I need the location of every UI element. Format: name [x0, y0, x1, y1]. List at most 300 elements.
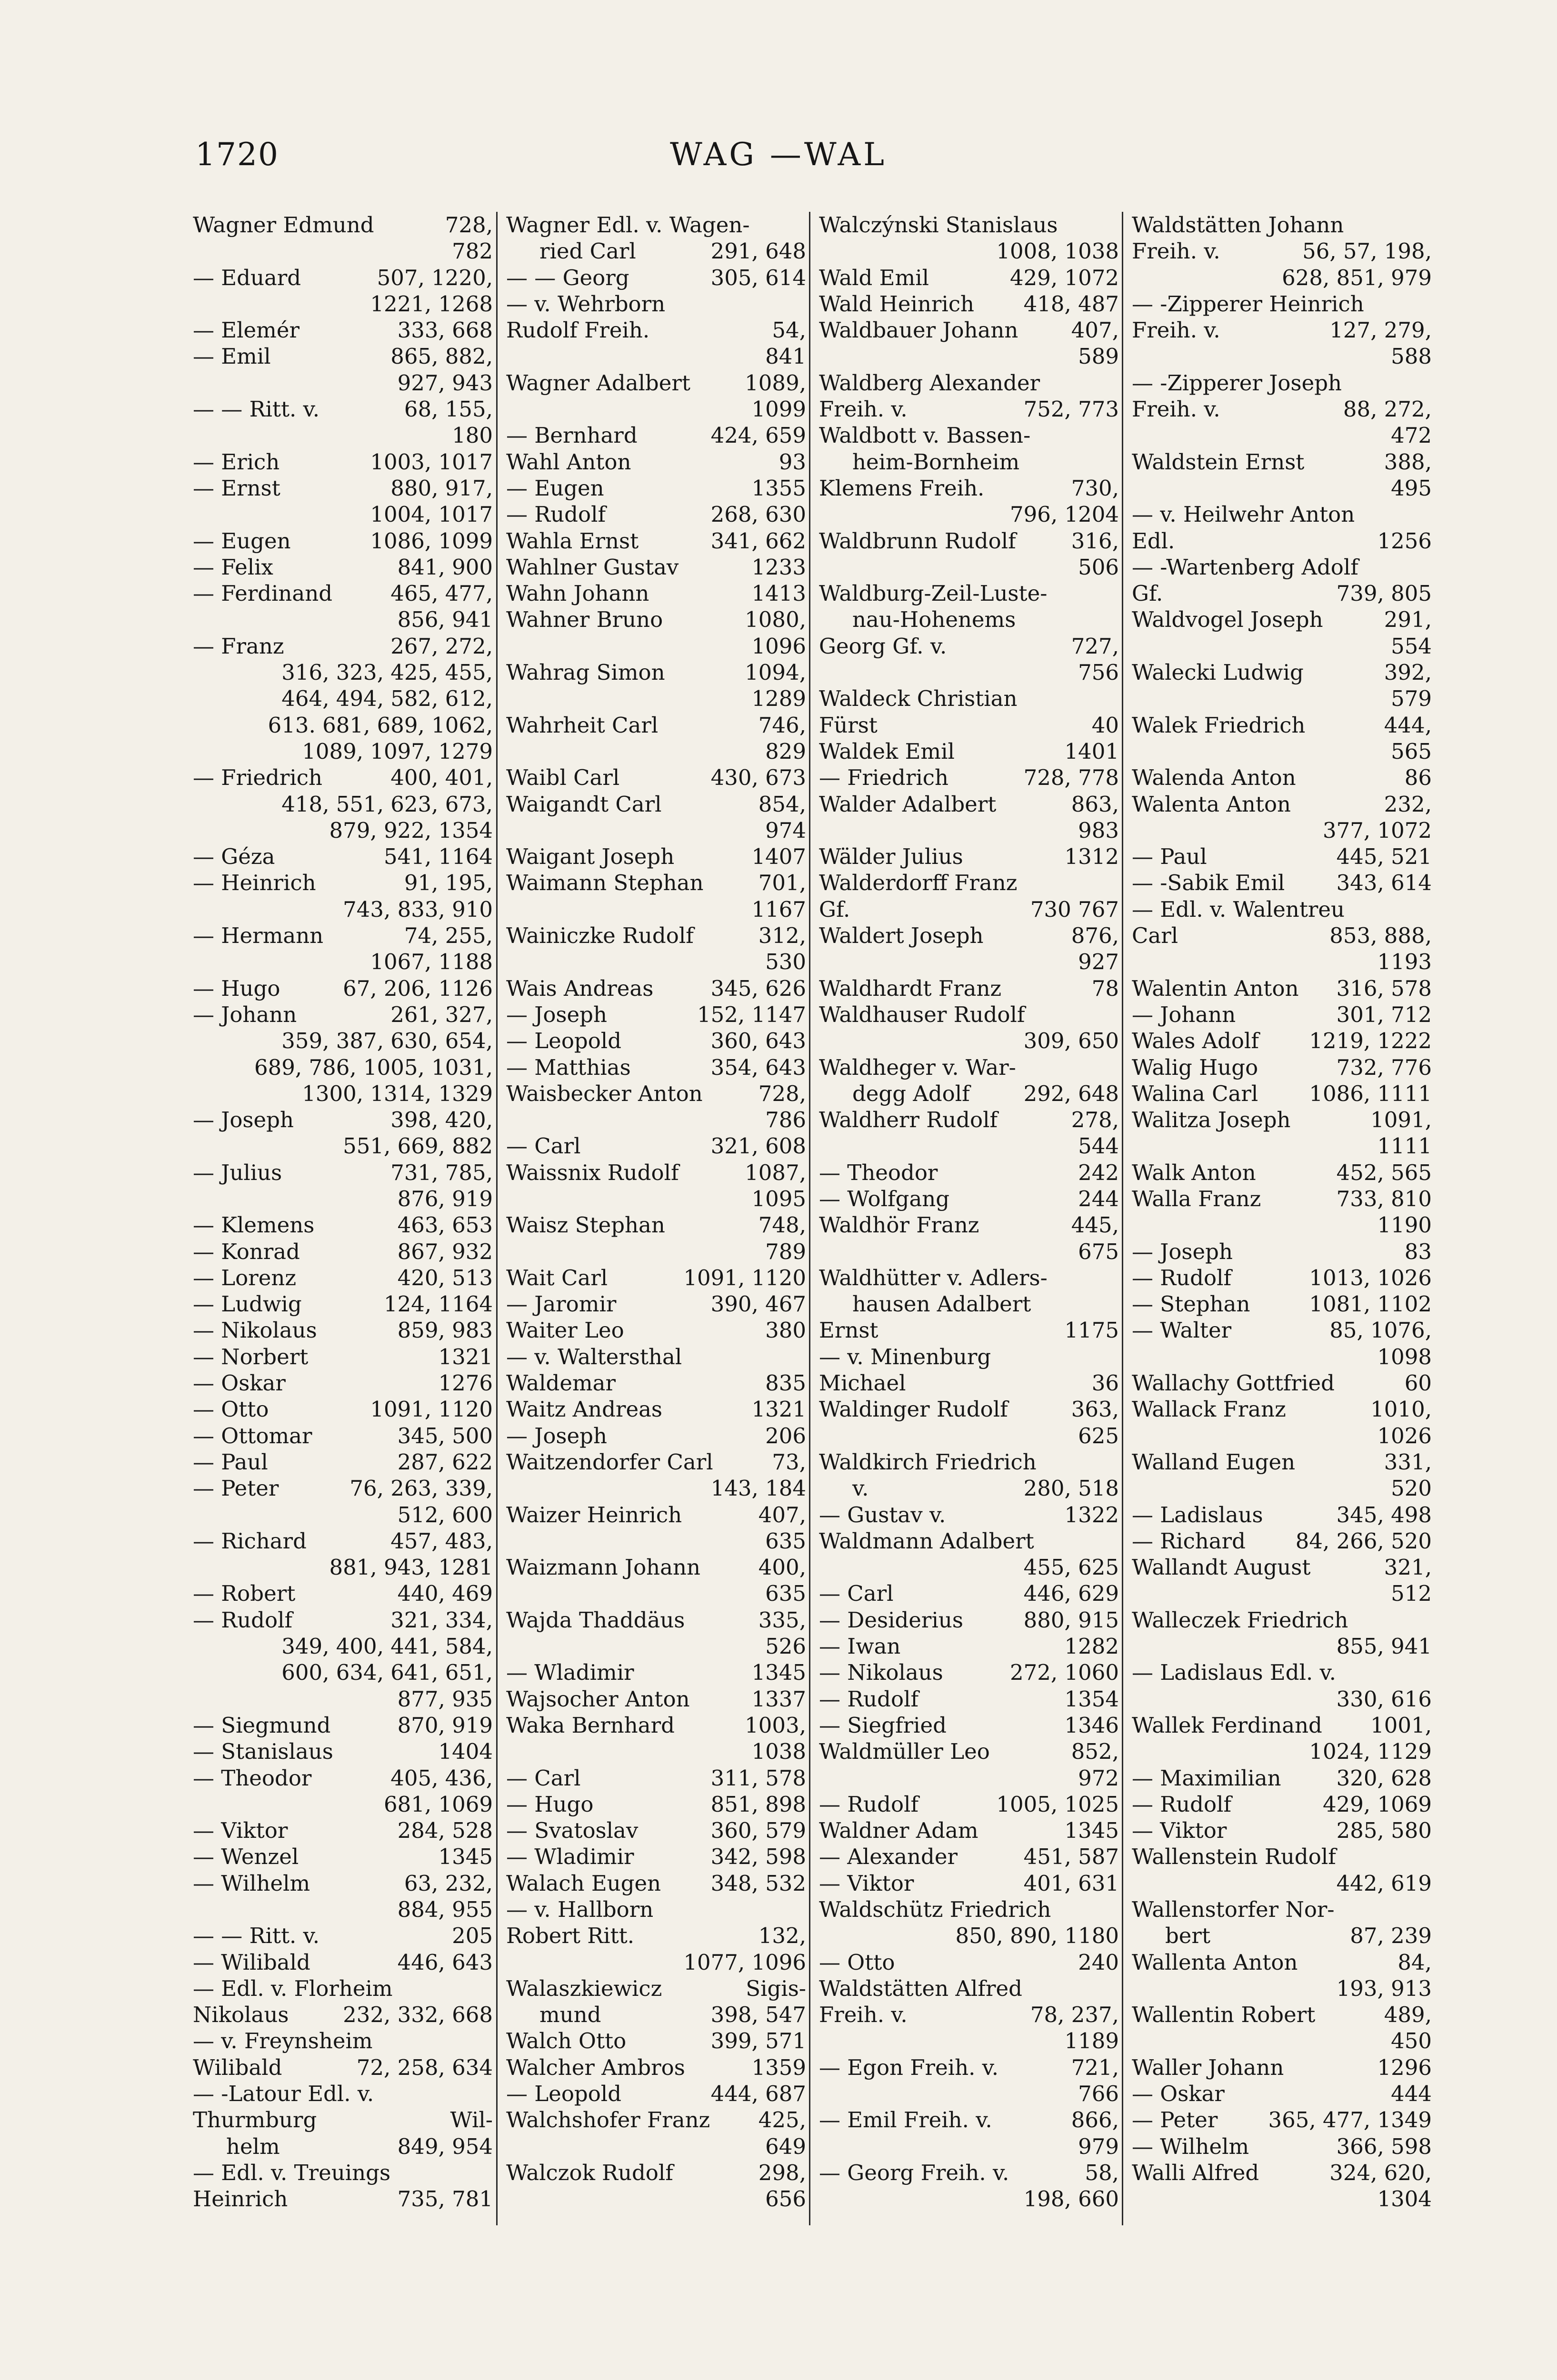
- page-number: 1720: [195, 136, 279, 173]
- index-line: 681, 1069: [383, 1791, 493, 1817]
- entry-pages: 292, 648: [1023, 1081, 1119, 1106]
- index-line: [819, 1738, 1119, 1765]
- entry-name: Walenda Anton: [1132, 765, 1296, 791]
- entry-pages: 360, 579: [710, 1818, 806, 1844]
- index-line: 512, 600: [397, 1502, 493, 1527]
- entry-name: — — Ritt. v.: [193, 1923, 320, 1949]
- entry-name: Waisbecker Anton: [506, 1081, 703, 1106]
- entry-name: — Konrad: [193, 1239, 300, 1264]
- entry-pages: 316,: [1071, 528, 1119, 554]
- index-line: [819, 2002, 1119, 2028]
- entry-pages: 1282: [1064, 1634, 1119, 1659]
- index-line: [193, 1291, 493, 1317]
- index-line: [193, 2107, 493, 2133]
- entry-pages: 311, 578: [710, 1765, 806, 1791]
- entry-pages: 1003,: [745, 1712, 806, 1738]
- entry-name: Thurmburg: [193, 2107, 317, 2133]
- index-line: 850, 890, 1180: [955, 1923, 1119, 1949]
- index-line: [1132, 712, 1432, 738]
- index-line: 600, 634, 641, 651,: [281, 1660, 493, 1686]
- entry-name: Waldvogel Joseph: [1132, 607, 1323, 633]
- index-line: [819, 1317, 1119, 1343]
- index-line: [506, 2107, 806, 2133]
- entry-pages: 876,: [1071, 923, 1119, 949]
- entry-name: Waitzendorfer Carl: [506, 1449, 713, 1475]
- entry-name: Waizmann Johann: [506, 1555, 700, 1580]
- entry-pages: 76, 263, 339,: [349, 1476, 493, 1501]
- entry-pages: 1312: [1064, 844, 1119, 870]
- entry-name: — Hugo: [506, 1791, 594, 1817]
- index-line: 450: [1391, 2028, 1432, 2054]
- index-line: [1132, 528, 1432, 554]
- index-line: — -Zipperer Joseph: [1132, 370, 1342, 396]
- entry-pages: 1321: [751, 1397, 806, 1422]
- entry-pages: 278,: [1071, 1107, 1119, 1133]
- entry-name: Walczok Rudolf: [506, 2160, 673, 2185]
- entry-name: — — Georg: [506, 265, 629, 290]
- index-line: 756: [1078, 660, 1119, 685]
- index-line: [1132, 1791, 1432, 1817]
- entry-pages: 400, 401,: [390, 765, 493, 791]
- index-line: 377, 1072: [1322, 817, 1432, 843]
- entry-name: Wales Adolf: [1132, 1028, 1259, 1054]
- index-line: 588: [1391, 344, 1432, 369]
- index-line: [506, 2002, 806, 2028]
- index-line: [193, 1528, 493, 1554]
- entry-pages: 1276: [438, 1370, 493, 1396]
- entry-name: Carl: [1132, 923, 1178, 949]
- entry-pages: 1089,: [745, 370, 806, 396]
- index-line: [506, 1370, 806, 1396]
- index-line: [506, 317, 806, 343]
- index-line: [819, 1844, 1119, 1870]
- index-line: [506, 975, 806, 1002]
- index-line: [819, 317, 1119, 343]
- index-line: [506, 1028, 806, 1054]
- entry-pages: 261, 327,: [390, 1002, 493, 1027]
- index-line: [193, 1002, 493, 1028]
- index-line: [506, 1396, 806, 1422]
- index-line: [819, 791, 1119, 817]
- entry-name: — — Ritt. v.: [193, 397, 320, 422]
- index-line: — v. Waltersthal: [506, 1344, 682, 1369]
- index-line: [1132, 1528, 1432, 1554]
- entry-name: Wahrheit Carl: [506, 712, 659, 738]
- entry-name: Gf.: [819, 896, 850, 922]
- index-line: 506: [1078, 554, 1119, 580]
- entry-pages: 407,: [1071, 317, 1119, 343]
- entry-pages: 701,: [758, 870, 806, 896]
- entry-pages: 405, 436,: [390, 1765, 493, 1791]
- index-line: [506, 1844, 806, 1870]
- entry-pages: 58,: [1085, 2160, 1119, 2185]
- entry-pages: 320, 628: [1336, 1765, 1432, 1791]
- index-line: 472: [1391, 423, 1432, 448]
- entry-name: Waigandt Carl: [506, 791, 662, 817]
- entry-pages: 360, 643: [710, 1028, 806, 1054]
- entry-pages: 859, 983: [397, 1318, 493, 1343]
- index-line: [506, 1291, 806, 1317]
- entry-pages: 1091, 1120: [683, 1265, 806, 1290]
- index-line: [506, 1791, 806, 1817]
- index-line: [506, 554, 806, 580]
- entry-pages: 429, 1072: [1009, 265, 1119, 290]
- entry-pages: 1219, 1222: [1309, 1028, 1432, 1054]
- index-line: [506, 870, 806, 896]
- index-line: 1089, 1097, 1279: [302, 738, 493, 764]
- index-line: 983: [1078, 817, 1119, 843]
- index-line: [193, 1265, 493, 1291]
- index-line: Wagner Edl. v. Wagen-: [506, 212, 750, 238]
- index-line: 495: [1391, 475, 1432, 501]
- entry-pages: 727,: [1071, 633, 1119, 659]
- entry-pages: 445,: [1071, 1212, 1119, 1238]
- entry-name: — Maximilian: [1132, 1765, 1281, 1791]
- entry-pages: 1359: [751, 2054, 806, 2080]
- index-line: [193, 1844, 493, 1870]
- index-line: 635: [765, 1528, 806, 1554]
- entry-pages: 321, 334,: [390, 1607, 493, 1633]
- entry-pages: 335,: [758, 1607, 806, 1633]
- index-line: 613. 681, 689, 1062,: [268, 712, 493, 738]
- entry-name: Wallack Franz: [1132, 1397, 1286, 1422]
- entry-name: — Theodor: [193, 1765, 312, 1791]
- index-line: [1132, 1923, 1432, 1949]
- index-line: [193, 1580, 493, 1606]
- entry-pages: 746,: [758, 712, 806, 738]
- entry-name: Wait Carl: [506, 1265, 608, 1290]
- entry-name: Fürst: [819, 712, 878, 738]
- index-line: [1132, 1081, 1432, 1107]
- index-line: — v. Hallborn: [506, 1897, 654, 1922]
- entry-name: — Felix: [193, 554, 273, 580]
- entry-pages: 1003, 1017: [370, 449, 493, 475]
- entry-pages: 854,: [758, 791, 806, 817]
- entry-pages: 1337: [751, 1686, 806, 1712]
- entry-pages: 341, 662: [710, 528, 806, 554]
- entry-pages: 446, 629: [1023, 1581, 1119, 1606]
- entry-pages: 88, 272,: [1343, 397, 1432, 422]
- index-line: 418, 551, 623, 673,: [281, 791, 493, 817]
- index-line: [1132, 606, 1432, 633]
- entry-pages: 284, 528: [397, 1818, 493, 1844]
- index-line: [193, 1817, 493, 1844]
- entry-name: Robert Ritt.: [506, 1923, 635, 1949]
- index-line: [506, 2028, 806, 2054]
- index-line: [1132, 1396, 1432, 1422]
- entry-name: — Gustav v.: [819, 1502, 946, 1527]
- index-line: [819, 1580, 1119, 1606]
- entry-name: Walcher Ambros: [506, 2054, 685, 2080]
- entry-pages: 728,: [758, 1081, 806, 1106]
- entry-pages: 91, 195,: [404, 870, 493, 896]
- index-line: Waldschütz Friedrich: [819, 1897, 1051, 1922]
- index-line: [193, 212, 493, 238]
- column-rule: [1122, 212, 1123, 2225]
- index-line: [193, 633, 493, 659]
- index-line: Waldhauser Rudolf: [819, 1002, 1025, 1027]
- entry-pages: 731, 785,: [390, 1160, 493, 1185]
- entry-name: — Ladislaus: [1132, 1502, 1263, 1527]
- index-line: [193, 2002, 493, 2028]
- index-line: [193, 922, 493, 949]
- entry-pages: 748,: [758, 1212, 806, 1238]
- index-line: 884, 955: [397, 1897, 493, 1922]
- entry-pages: 444: [1391, 2081, 1432, 2107]
- index-line: 512: [1391, 1581, 1432, 1606]
- entry-name: Waller Johann: [1132, 2054, 1284, 2080]
- entry-pages: 56, 57, 198,: [1302, 238, 1432, 264]
- entry-pages: 457, 483,: [390, 1528, 493, 1554]
- index-line: [193, 343, 493, 369]
- index-line: [506, 1659, 806, 1686]
- index-line: [193, 1870, 493, 1896]
- index-line: [193, 528, 493, 554]
- index-line: 675: [1078, 1239, 1119, 1264]
- entry-pages: 1355: [751, 475, 806, 501]
- entry-name: — Franz: [193, 633, 284, 659]
- entry-pages: 60: [1404, 1370, 1432, 1396]
- entry-name: Walder Adalbert: [819, 791, 997, 817]
- index-line: [819, 1686, 1119, 1712]
- entry-pages: 86: [1404, 765, 1432, 791]
- index-line: [193, 2186, 493, 2212]
- index-line: [819, 1633, 1119, 1659]
- entry-pages: 84, 266, 520: [1295, 1528, 1432, 1554]
- entry-name: Walland Eugen: [1132, 1449, 1296, 1475]
- entry-name: Rudolf Freih.: [506, 317, 650, 343]
- index-line: [1132, 764, 1432, 791]
- entry-pages: 301, 712: [1336, 1002, 1432, 1027]
- entry-name: — Hugo: [193, 975, 280, 1001]
- index-line: [506, 422, 806, 448]
- entry-name: Wallentin Robert: [1132, 2002, 1316, 2028]
- index-line: 143, 184: [710, 1476, 806, 1501]
- entry-pages: 40: [1091, 712, 1119, 738]
- index-line: [506, 1054, 806, 1081]
- index-line: Waldheger v. War-: [819, 1054, 1016, 1080]
- entry-pages: 124, 1164: [383, 1291, 493, 1317]
- entry-pages: 272, 1060: [1009, 1660, 1119, 1686]
- entry-pages: 63, 232,: [404, 1870, 493, 1896]
- entry-pages: 354, 643: [710, 1054, 806, 1080]
- index-line: 1099: [751, 397, 806, 422]
- entry-pages: 465, 477,: [390, 581, 493, 606]
- entry-name: Waldhardt Franz: [819, 975, 1002, 1001]
- entry-pages: 851, 898: [710, 1791, 806, 1817]
- entry-pages: 730,: [1071, 475, 1119, 501]
- entry-name: Georg Gf. v.: [819, 633, 947, 659]
- index-line: [1132, 2081, 1432, 2107]
- index-line: [819, 2054, 1119, 2081]
- entry-name: Waka Bernhard: [506, 1712, 675, 1738]
- index-line: [1132, 1817, 1432, 1844]
- entry-name: Waldek Emil: [819, 738, 955, 764]
- entry-name: — Oskar: [1132, 2081, 1225, 2107]
- entry-name: Walchshofer Franz: [506, 2107, 710, 2133]
- entry-pages: 865, 882,: [390, 344, 493, 369]
- index-line: 829: [765, 738, 806, 764]
- index-line: — Edl. v. Walentreu: [1132, 896, 1345, 922]
- index-line: [506, 2081, 806, 2107]
- index-line: 530: [765, 949, 806, 975]
- entry-name: — Leopold: [506, 2081, 622, 2107]
- entry-pages: 1094,: [745, 660, 806, 685]
- index-line: [193, 1239, 493, 1265]
- entry-pages: 388,: [1384, 449, 1432, 475]
- index-line: [506, 1317, 806, 1343]
- index-line: 786: [765, 1107, 806, 1133]
- entry-name: — Johann: [1132, 1002, 1236, 1027]
- index-line: 1190: [1377, 1212, 1432, 1238]
- index-line: nau-Hohenems: [852, 607, 1016, 633]
- index-line: [1132, 2133, 1432, 2160]
- entry-pages: 342, 598: [710, 1844, 806, 1870]
- entry-pages: 407,: [758, 1502, 806, 1527]
- entry-name: Wahner Bruno: [506, 607, 663, 633]
- entry-pages: 1086, 1099: [370, 528, 493, 554]
- index-line: 1038: [751, 1739, 806, 1765]
- entry-name: — Siegmund: [193, 1712, 331, 1738]
- index-line: 1167: [751, 896, 806, 922]
- index-line: — Ladislaus Edl. v.: [1132, 1660, 1336, 1686]
- index-line: [193, 1370, 493, 1396]
- entry-pages: 390, 467: [710, 1291, 806, 1317]
- entry-name: Waldner Adam: [819, 1818, 978, 1844]
- entry-pages: 54,: [772, 317, 806, 343]
- entry-pages: 541, 1164: [383, 844, 493, 870]
- column-1: [193, 212, 493, 2212]
- index-line: heim-Bornheim: [852, 449, 1020, 475]
- entry-name: — Rudolf: [506, 502, 606, 527]
- entry-pages: 345, 498: [1336, 1502, 1432, 1527]
- index-line: Walderdorff Franz: [819, 870, 1018, 896]
- entry-pages: 152, 1147: [697, 1002, 806, 1027]
- entry-pages: 206: [765, 1423, 806, 1448]
- index-line: [1132, 1554, 1432, 1580]
- index-line: 1024, 1129: [1309, 1739, 1432, 1765]
- entry-name: — Oskar: [193, 1370, 286, 1396]
- entry-name: — Emil: [193, 344, 271, 369]
- entry-pages: 841, 900: [397, 554, 493, 580]
- index-line: [819, 1659, 1119, 1686]
- entry-name: — Wilhelm: [193, 1870, 310, 1896]
- index-line: [506, 791, 806, 817]
- index-line: 766: [1078, 2081, 1119, 2107]
- entry-pages: 1401: [1064, 738, 1119, 764]
- entry-name: Wahla Ernst: [506, 528, 639, 554]
- index-line: [506, 370, 806, 396]
- index-line: [506, 1081, 806, 1107]
- index-line: [506, 1265, 806, 1291]
- entry-name: Wahlner Gustav: [506, 554, 679, 580]
- entry-name: — Ernst: [193, 475, 280, 501]
- entry-name: — Richard: [1132, 1528, 1246, 1554]
- index-line: 455, 625: [1023, 1555, 1119, 1580]
- index-line: 1304: [1377, 2186, 1432, 2212]
- entry-name: — Nikolaus: [819, 1660, 943, 1686]
- entry-name: — Wenzel: [193, 1844, 299, 1870]
- entry-pages: 205: [452, 1923, 493, 1949]
- entry-name: — Georg Freih. v.: [819, 2160, 1009, 2185]
- entry-pages: 363,: [1071, 1397, 1119, 1422]
- index-line: Waldkirch Friedrich: [819, 1449, 1037, 1475]
- entry-name: Heinrich: [193, 2186, 288, 2212]
- index-line: [1132, 2002, 1432, 2028]
- index-line: 927, 943: [397, 370, 493, 396]
- entry-name: — Heinrich: [193, 870, 316, 896]
- entry-pages: 380: [765, 1318, 806, 1343]
- entry-name: — Viktor: [819, 1870, 914, 1896]
- entry-name: — Walter: [1132, 1318, 1232, 1343]
- entry-name: Wald Heinrich: [819, 291, 975, 317]
- entry-name: Walch Otto: [506, 2028, 627, 2054]
- entry-name: Walecki Ludwig: [1132, 660, 1304, 685]
- entry-pages: 1010,: [1370, 1397, 1432, 1422]
- index-line: [193, 1449, 493, 1475]
- entry-pages: 93: [778, 449, 806, 475]
- entry-name: Walla Franz: [1132, 1186, 1261, 1211]
- entry-name: — Paul: [193, 1449, 268, 1475]
- index-line: [506, 712, 806, 738]
- entry-name: Walig Hugo: [1132, 1054, 1258, 1080]
- entry-pages: 430, 673: [710, 765, 806, 791]
- entry-pages: Sigis-: [746, 1975, 806, 2001]
- index-line: [819, 1396, 1119, 1422]
- entry-name: — Carl: [819, 1581, 894, 1606]
- index-line: [1132, 1160, 1432, 1186]
- index-line: [819, 1817, 1119, 1844]
- entry-name: — Alexander: [819, 1844, 958, 1870]
- index-line: 689, 786, 1005, 1031,: [254, 1054, 493, 1080]
- entry-pages: 752, 773: [1023, 397, 1119, 422]
- entry-name: Waldbrunn Rudolf: [819, 528, 1016, 554]
- index-line: 656: [765, 2186, 806, 2212]
- entry-pages: 85, 1076,: [1329, 1318, 1432, 1343]
- index-line: 349, 400, 441, 584,: [281, 1634, 493, 1659]
- entry-pages: 1233: [751, 554, 806, 580]
- column-rule: [809, 212, 810, 2225]
- entry-name: — Carl: [506, 1133, 581, 1159]
- entry-name: Waldstein Ernst: [1132, 449, 1305, 475]
- index-line: 330, 616: [1336, 1686, 1432, 1712]
- index-line: [193, 317, 493, 343]
- entry-name: Wälder Julius: [819, 844, 963, 870]
- index-line: [819, 975, 1119, 1002]
- index-line: [506, 764, 806, 791]
- entry-pages: 739, 805: [1336, 581, 1432, 606]
- entry-name: Waigant Joseph: [506, 844, 675, 870]
- entry-name: — Elemér: [193, 317, 299, 343]
- index-line: [1132, 317, 1432, 343]
- index-line: [1132, 791, 1432, 817]
- entry-pages: 312,: [758, 923, 806, 949]
- index-line: [506, 843, 806, 870]
- index-line: [506, 528, 806, 554]
- index-line: [506, 449, 806, 475]
- index-line: Waldstätten Alfred: [819, 1975, 1022, 2001]
- index-line: [193, 1607, 493, 1633]
- entry-name: Wald Emil: [819, 265, 929, 290]
- entry-name: — Rudolf: [1132, 1265, 1232, 1290]
- index-line: Wallenstorfer Nor-: [1132, 1897, 1335, 1922]
- index-line: [1132, 1370, 1432, 1396]
- entry-name: Walina Carl: [1132, 1081, 1258, 1106]
- index-line: 1008, 1038: [996, 238, 1119, 264]
- index-line: — Edl. v. Treuings: [193, 2160, 391, 2185]
- entry-name: Waibl Carl: [506, 765, 620, 791]
- entry-pages: 267, 272,: [390, 633, 493, 659]
